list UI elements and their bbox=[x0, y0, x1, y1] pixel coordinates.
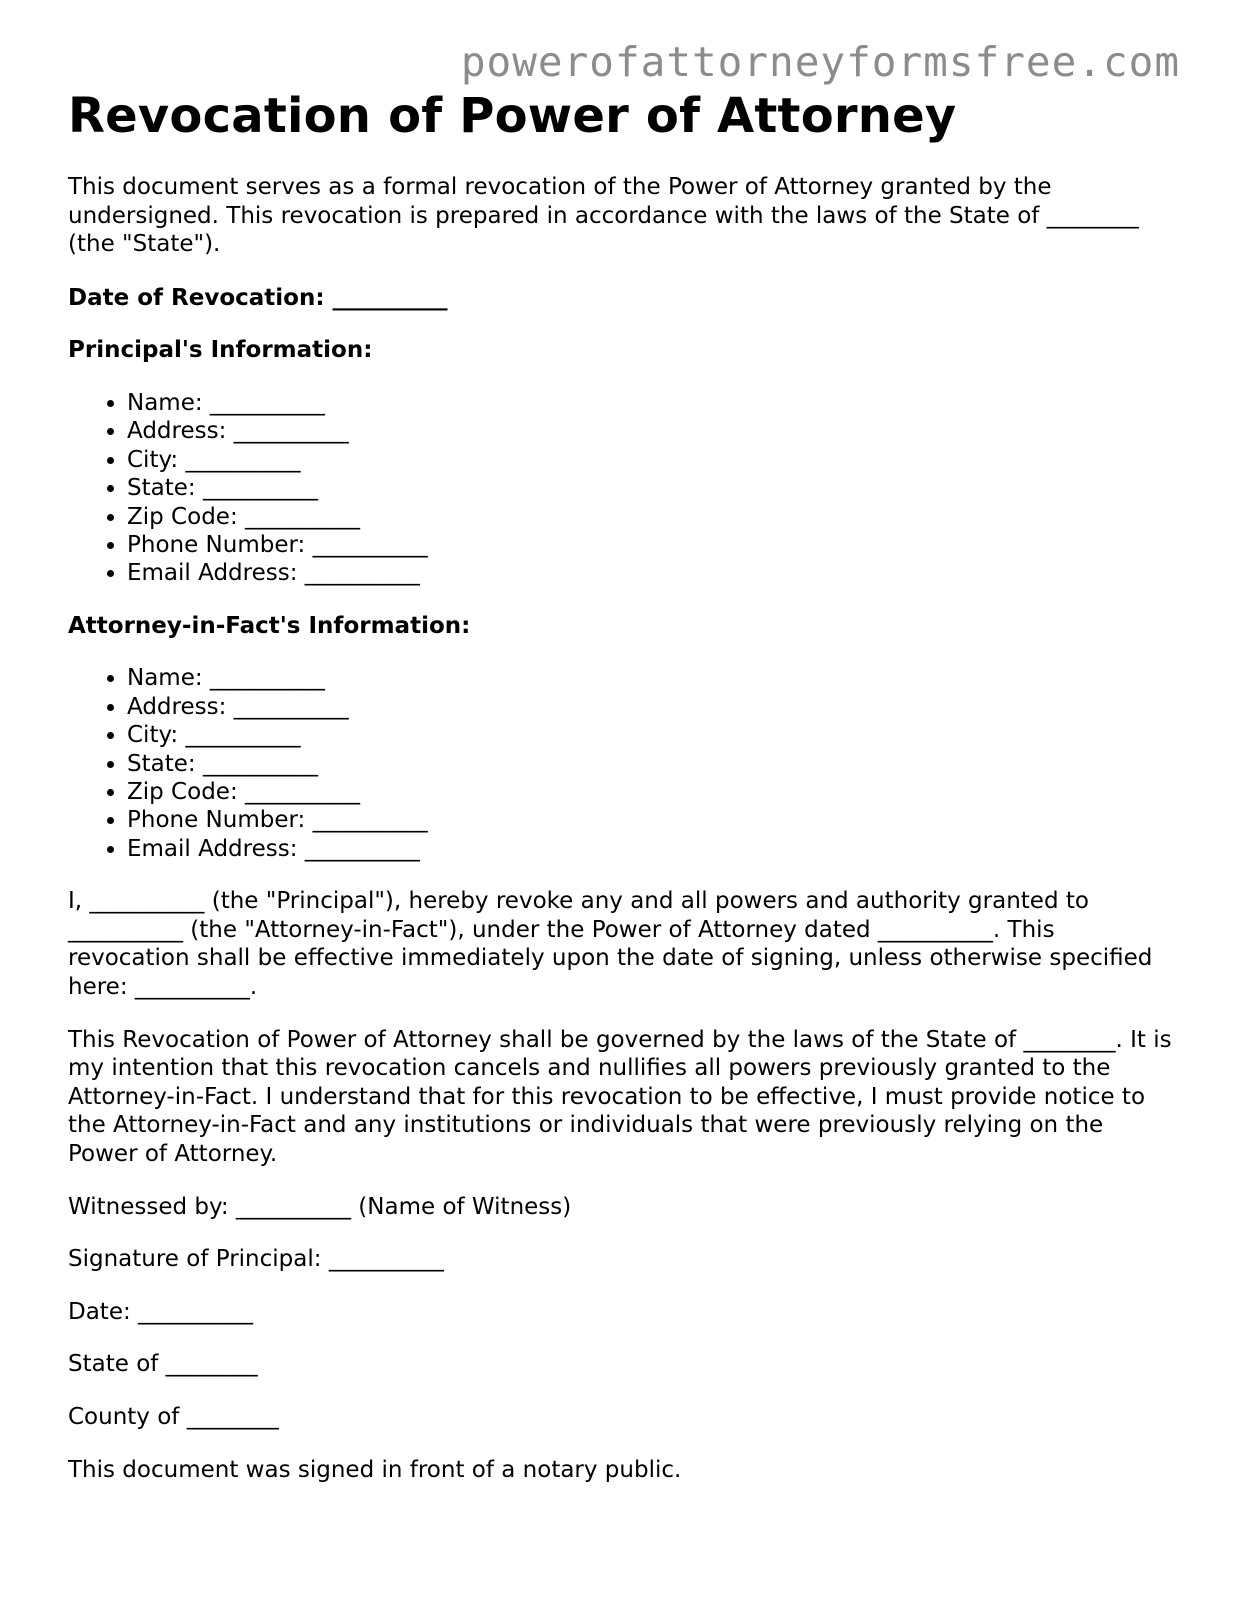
principal-email-field: • Email Address: __________ bbox=[127, 559, 1178, 587]
principal-state-field: • State: __________ bbox=[127, 474, 1178, 502]
principal-zip-field: • Zip Code: __________ bbox=[127, 503, 1178, 531]
county-of-field: County of ________ bbox=[68, 1403, 279, 1430]
attorney-state-field: • State: __________ bbox=[127, 750, 1178, 778]
principal-name-field: • Name: __________ bbox=[127, 389, 1178, 417]
attorney-address-field: • Address: __________ bbox=[127, 693, 1178, 721]
state-of-field: State of ________ bbox=[68, 1351, 258, 1378]
signing-date-field: Date: __________ bbox=[68, 1298, 254, 1325]
attorney-info-list bbox=[68, 664, 1178, 863]
attorney-info-heading: Attorney-in-Fact's Information: bbox=[68, 612, 471, 639]
revocation-statement: I, __________ (the "Principal"), hereby revoke any and all powers and authority granted to __________ (the "Attorney-in-Fact"), under the Power of Attorney dated __________. This revocation shall be effective immediately upon the date of signing, unless otherwise specified here: __________. bbox=[68, 888, 1153, 1001]
date-of-revocation-field: Date of Revocation: __________ bbox=[68, 284, 448, 311]
document-title: Revocation of Power of Attorney bbox=[68, 88, 957, 144]
principal-info-heading: Principal's Information: bbox=[68, 337, 373, 364]
attorney-name-field: • Name: __________ bbox=[127, 664, 1178, 692]
principal-info-list bbox=[68, 389, 1178, 588]
notary-statement: This document was signed in front of a notary public. bbox=[68, 1456, 682, 1483]
principal-signature-field: Signature of Principal: __________ bbox=[68, 1246, 444, 1273]
governing-law-paragraph: This Revocation of Power of Attorney shall be governed by the laws of the State of ________. It is my intention that this revocation cancels and nullifies all powers previously granted to the Attorney-in-Fact. I understand that for this revocation to be effective, I must provide notice to the Attorney-in-Fact and any institutions or individuals that were previously relying on the Power of Attorney. bbox=[68, 1026, 1172, 1167]
witness-field: Witnessed by: __________ (Name of Witness) bbox=[68, 1193, 572, 1220]
document-body bbox=[68, 84, 1178, 1484]
site-watermark: powerofattorneyformsfree.com bbox=[460, 38, 1180, 86]
principal-address-field: • Address: __________ bbox=[127, 417, 1178, 445]
attorney-city-field: • City: __________ bbox=[127, 721, 1178, 749]
principal-city-field: • City: __________ bbox=[127, 446, 1178, 474]
intro-paragraph: This document serves as a formal revocation of the Power of Attorney granted by the undersigned. This revocation is prepared in accordance with the laws of the State of ________ (the "State"). bbox=[68, 174, 1139, 258]
attorney-email-field: • Email Address: __________ bbox=[127, 835, 1178, 863]
attorney-phone-field: • Phone Number: __________ bbox=[127, 806, 1178, 834]
principal-phone-field: • Phone Number: __________ bbox=[127, 531, 1178, 559]
attorney-zip-field: • Zip Code: __________ bbox=[127, 778, 1178, 806]
